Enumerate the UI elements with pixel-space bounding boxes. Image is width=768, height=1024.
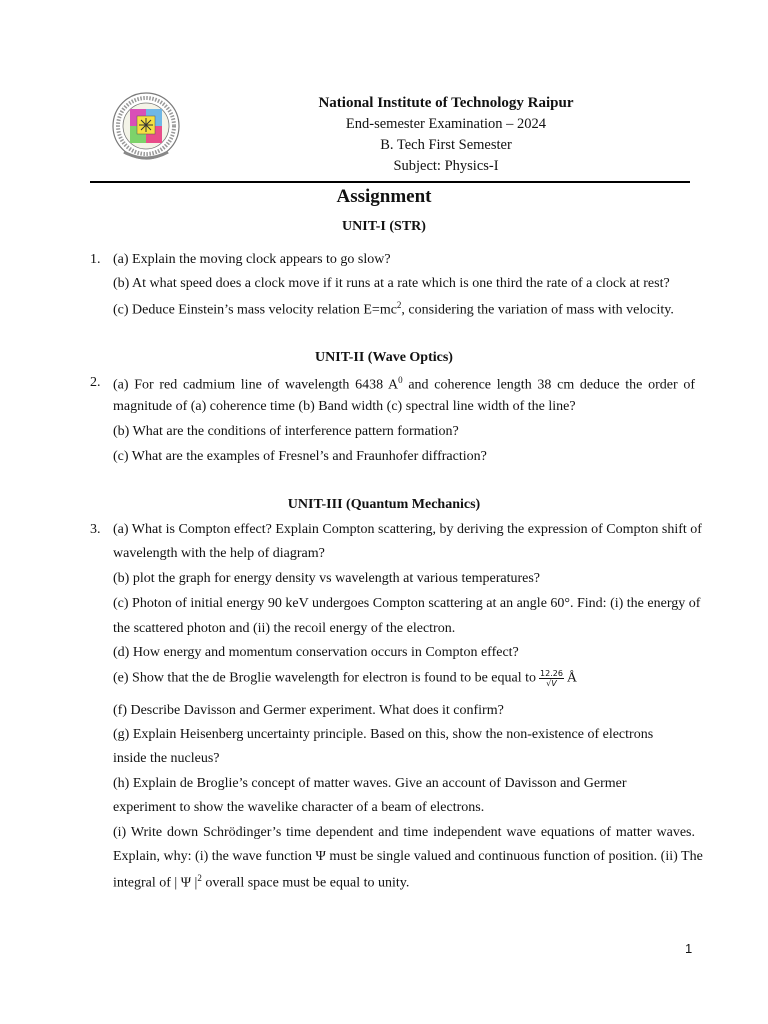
exam-header — [240, 93, 652, 177]
unit-2-heading: UNIT-II (Wave Optics) — [315, 350, 453, 365]
nit-raipur-logo — [110, 92, 182, 164]
de-broglie-fraction — [539, 669, 564, 688]
question-3d: (d) How energy and momentum conservation occurs in Compton effect? — [113, 645, 519, 660]
question-1c — [113, 300, 674, 319]
question-2a-superscript: 0 — [398, 375, 403, 385]
question-3a-line-2: wavelength with the help of diagram? — [113, 546, 325, 561]
question-1a: (a) Explain the moving clock appears to go slow? — [113, 252, 391, 267]
question-3i-line-1: (i) Write down Schrödinger’s time dependent and time independent wave equations of matter waves. — [113, 825, 695, 840]
question-2b: (b) What are the conditions of interference pattern formation? — [113, 424, 459, 439]
question-3i-line-2: Explain, why: (i) the wave function Ψ must be single valued and continuous function of position. (ii) The — [113, 849, 703, 864]
question-3a-line-1: (a) What is Compton effect? Explain Compton scattering, by deriving the expression of Compton shift of — [113, 522, 702, 537]
question-2a-text: (a) For red cadmium line of wavelength 6438 A — [113, 377, 399, 393]
question-3e — [113, 669, 577, 688]
page-title: Assignment — [336, 186, 432, 207]
fraction-denominator: √V — [546, 679, 557, 688]
question-1c-text: (c) Deduce Einstein’s mass velocity relation E=mc — [113, 302, 397, 318]
question-1b: (b) At what speed does a clock move if it runs at a rate which is one third the rate of a clock at rest? — [113, 276, 670, 291]
question-3f: (f) Describe Davisson and Germer experiment. What does it confirm? — [113, 703, 504, 718]
unit-3-heading: UNIT-III (Quantum Mechanics) — [287, 497, 481, 512]
question-2a-rest: and coherence length 38 cm deduce the order of — [402, 377, 695, 393]
question-1-number: 1. — [90, 252, 101, 267]
question-3i-superscript: 2 — [197, 873, 202, 883]
question-2-number: 2. — [90, 375, 101, 390]
question-1c-superscript: 2 — [396, 300, 402, 310]
subject-name: Subject: Physics-I — [393, 158, 499, 174]
question-3i-text: integral of | Ψ | — [113, 875, 198, 891]
question-3c-line-1: (c) Photon of initial energy 90 keV undergoes Compton scattering at an angle 60°. Find: (i) the energy of — [113, 596, 701, 611]
question-3g-line-1: (g) Explain Heisenberg uncertainty principle. Based on this, show the non-existence of electrons — [113, 727, 654, 742]
question-3b: (b) plot the graph for energy density vs wavelength at various temperatures? — [113, 571, 540, 586]
question-3c-line-2: the scattered photon and (ii) the recoil energy of the electron. — [113, 621, 456, 636]
question-2c: (c) What are the examples of Fresnel’s and Fraunhofer diffraction? — [113, 449, 487, 464]
question-3i-line-3 — [113, 873, 409, 892]
fraction-numerator: 12.26 — [540, 669, 563, 678]
header-divider — [90, 181, 690, 183]
program-name: B. Tech First Semester — [380, 137, 512, 153]
question-3g-line-2: inside the nucleus? — [113, 751, 220, 766]
question-3e-text: (e) Show that the de Broglie wavelength for electron is found to be equal to — [113, 670, 536, 686]
exam-name: End-semester Examination – 2024 — [345, 116, 547, 132]
question-1c-rest: , considering the variation of mass with velocity. — [401, 302, 674, 318]
page-number: 1 — [685, 941, 693, 956]
question-2a-line-1 — [113, 375, 695, 394]
question-3i-rest: overall space must be equal to unity. — [201, 875, 410, 891]
question-3-number: 3. — [90, 522, 101, 537]
question-2a-line-2: magnitude of (a) coherence time (b) Band width (c) spectral line width of the line? — [113, 399, 576, 414]
unit-1-heading: UNIT-I (STR) — [342, 219, 426, 234]
institute-name: National Institute of Technology Raipur — [318, 95, 574, 111]
angstrom-unit: Å — [566, 670, 578, 686]
question-3h-line-1: (h) Explain de Broglie’s concept of matter waves. Give an account of Davisson and Germer — [113, 776, 627, 791]
question-3h-line-2: experiment to show the wavelike character of a beam of electrons. — [113, 800, 485, 815]
